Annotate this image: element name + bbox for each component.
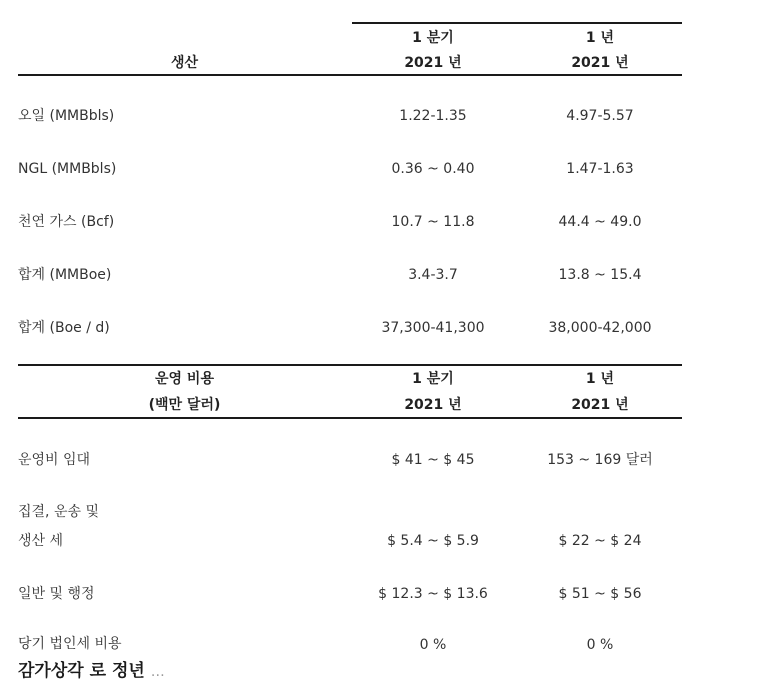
- row-fy-total-boed: 38,000-42,000: [548, 320, 652, 336]
- row-label-gathering-2: 생산 세: [18, 533, 64, 549]
- row-label-lease-opex: 운영비 임대: [18, 452, 91, 468]
- row-fy-total-mmboe: 13.8 ~ 15.4: [558, 267, 642, 283]
- opex-fy-header: 1 년: [585, 371, 615, 387]
- row-q1-gathering: $ 5.4 ~ $ 5.9: [387, 533, 479, 549]
- row-fy-ngl: 1.47-1.63: [566, 161, 634, 177]
- row-q1-total-boed: 37,300-41,300: [381, 320, 485, 336]
- cutoff-bold-text: 감가상각 로 정년: [18, 661, 145, 681]
- opex-column-label: 운영 비용: [155, 371, 214, 387]
- row-q1-ngl: 0.36 ~ 0.40: [391, 161, 475, 177]
- row-q1-g-and-a: $ 12.3 ~ $ 13.6: [378, 586, 488, 602]
- row-q1-lease-opex: $ 41 ~ $ 45: [391, 452, 475, 468]
- row-label-g-and-a: 일반 및 행정: [18, 586, 95, 602]
- fy-year-header: 2021 년: [571, 55, 629, 71]
- row-label-total-mmboe: 합계 (MMBoe): [18, 267, 112, 283]
- row-q1-oil: 1.22-1.35: [399, 108, 467, 124]
- row-q1-total-mmboe: 3.4-3.7: [408, 267, 458, 283]
- row-label-gathering: 집결, 운송 및: [18, 504, 99, 520]
- row-q1-gas: 10.7 ~ 11.8: [391, 214, 475, 230]
- production-column-label: 생산: [170, 55, 199, 71]
- header-bottom-rule: [18, 74, 682, 76]
- q1-year-header: 2021 년: [404, 55, 462, 71]
- row-fy-lease-opex: 153 ~ 169 달러: [547, 452, 653, 468]
- row-label-oil: 오일 (MMBbls): [18, 108, 115, 124]
- row-label-total-boed: 합계 (Boe / d): [18, 320, 110, 336]
- opex-header-bottom-rule: [18, 417, 682, 419]
- fy-header: 1 년: [585, 30, 615, 46]
- row-fy-g-and-a: $ 51 ~ $ 56: [558, 586, 642, 602]
- row-fy-gathering: $ 22 ~ $ 24: [558, 533, 642, 549]
- opex-top-rule: [18, 364, 682, 366]
- row-fy-gas: 44.4 ~ 49.0: [558, 214, 642, 230]
- table-top-rule: [352, 22, 682, 24]
- opex-fy-year-header: 2021 년: [571, 397, 629, 413]
- q1-header: 1 분기: [412, 30, 454, 46]
- row-label-income-tax: 당기 법인세 비용: [18, 636, 122, 652]
- opex-q1-year-header: 2021 년: [404, 397, 462, 413]
- row-label-gas: 천연 가스 (Bcf): [18, 214, 115, 230]
- row-label-ngl: NGL (MMBbls): [18, 161, 117, 177]
- row-fy-income-tax: 0 %: [586, 637, 614, 653]
- opex-q1-header: 1 분기: [412, 371, 454, 387]
- row-fy-oil: 4.97-5.57: [566, 108, 634, 124]
- opex-column-unit: (백만 달러): [148, 397, 221, 413]
- row-q1-income-tax: 0 %: [419, 637, 447, 653]
- cutoff-light-text: …: [150, 664, 165, 680]
